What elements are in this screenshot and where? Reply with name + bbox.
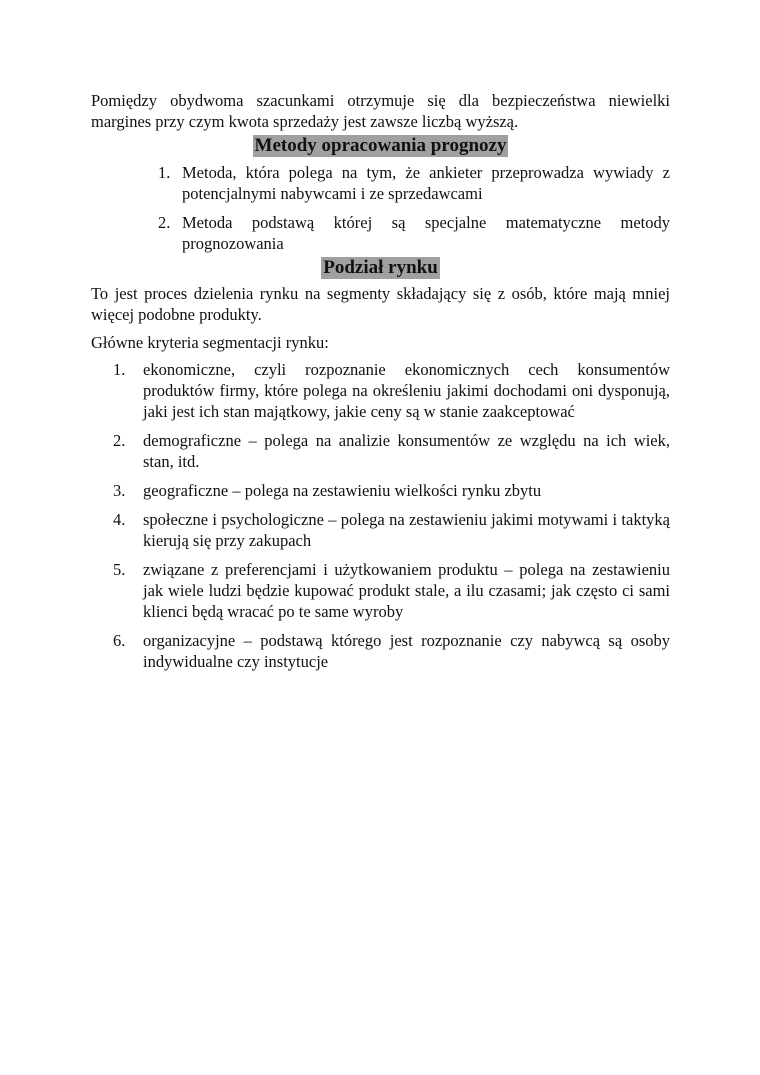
- list-item: [113, 430, 670, 472]
- section-title-market: Podział rynku: [323, 257, 438, 278]
- list-item: [113, 509, 670, 551]
- list-item-text: Metoda podstawą której są specjalne matematyczne metody prognozowania: [182, 213, 670, 253]
- list-item-number: 3.: [113, 481, 126, 500]
- list-item: [113, 480, 670, 501]
- section-heading-forecast: [91, 134, 670, 160]
- list-item-number: 1.: [158, 163, 171, 182]
- list-item-text: związane z preferencjami i użytkowaniem produktu – polega na zestawieniu jak wiele ludzi będzie kupować produkt stale, a ilu czasami; jak często ci sami klienci będą wracać po te same wyroby: [143, 560, 670, 621]
- list-item-number: 4.: [113, 510, 126, 529]
- list-item-text: organizacyjne – podstawą którego jest rozpoznanie czy nabywcą są osoby indywidualne czy instytucje: [143, 631, 670, 671]
- list-item-number: 1.: [113, 360, 126, 379]
- list-item-number: 5.: [113, 560, 126, 579]
- list-item: [158, 162, 670, 204]
- section-heading-market: [91, 256, 670, 282]
- list-item-text: społeczne i psychologiczne – polega na zestawieniu jakimi motywami i taktyką kierują się przy zakupach: [143, 510, 670, 550]
- forecast-methods-list: [91, 162, 670, 254]
- criteria-intro: Główne kryteria segmentacji rynku:: [91, 333, 329, 352]
- list-item-number: 2.: [158, 213, 171, 232]
- list-item-number: 2.: [113, 431, 126, 450]
- list-item-text: ekonomiczne, czyli rozpoznanie ekonomicznych cech konsumentów produktów firmy, które polega na określeniu jakimi dochodami oni dysponują, jaki jest ich stan majątkowy, jakie ceny są w stanie zaakceptować: [143, 360, 670, 421]
- list-item: [158, 212, 670, 254]
- intro-paragraph: Pomiędzy obydwoma szacunkami otrzymuje się dla bezpieczeństwa niewielki margines przy czym kwota sprzedaży jest zawsze liczbą wyższą.: [91, 91, 670, 131]
- list-item-number: 6.: [113, 631, 126, 650]
- list-item: [113, 359, 670, 422]
- list-item-text: Metoda, która polega na tym, że ankieter przeprowadza wywiady z potencjalnymi nabywcami i ze sprzedawcami: [182, 163, 670, 203]
- list-item-text: demograficzne – polega na analizie konsumentów ze względu na ich wiek, stan, itd.: [143, 431, 670, 471]
- list-item: [113, 559, 670, 622]
- market-paragraph: To jest proces dzielenia rynku na segmenty składający się z osób, które mają mniej więcej podobne produkty.: [91, 284, 670, 324]
- section-title-forecast: Metody opracowania prognozy: [254, 135, 507, 156]
- list-item-text: geograficzne – polega na zestawieniu wielkości rynku zbytu: [143, 481, 542, 500]
- list-item: [113, 630, 670, 672]
- segmentation-criteria-list: [91, 359, 670, 672]
